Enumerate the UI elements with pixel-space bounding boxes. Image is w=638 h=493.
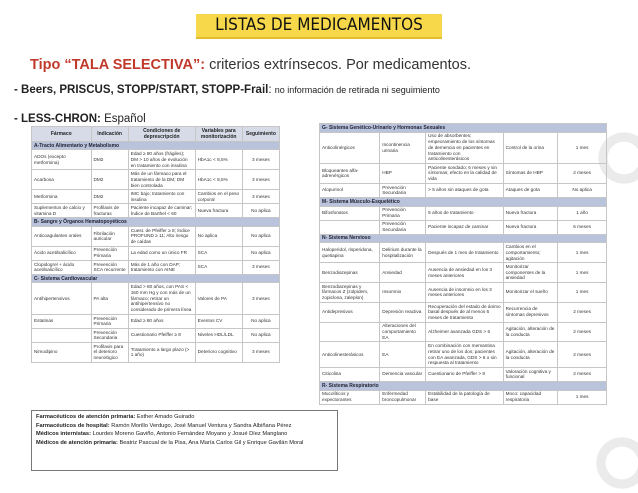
table-cell: Más de un fármaco para el tratamiento de la DM; DM bien controlada: [128, 170, 195, 190]
table-cell: Prevención SCA recurrente: [91, 260, 128, 274]
table-row: [320, 220, 607, 234]
gear-decoration-icon: [592, 433, 638, 493]
criteria-line-less-chron: [14, 113, 146, 125]
table-header-row: [32, 127, 280, 142]
table-cell: Anticoagulantes orales: [32, 226, 92, 246]
table-cell: DM2: [91, 170, 128, 190]
table-cell: Edad ≥ 80 años (frágiles); DM > 10 años de evolución en tratamiento con insulina: [128, 150, 195, 170]
table-cell: Alzheimer avanzada GDS > 6: [426, 322, 503, 342]
table-row: [32, 260, 280, 274]
authors-box: [31, 410, 338, 471]
table-cell: 6 meses: [558, 220, 607, 234]
table-cell: 1 año: [558, 206, 607, 220]
slide-title: LISTAS DE MEDICAMENTOS: [196, 14, 442, 37]
table-cell: EA: [380, 342, 426, 368]
less-chron-table-left: [31, 126, 280, 363]
table-cell: No aplica: [242, 204, 279, 218]
table-cell: 1 mes: [558, 243, 607, 263]
table-cell: Cuestionario de Pfeiffer > 8: [426, 367, 503, 381]
table-cell: No aplica: [242, 314, 279, 328]
table-cell: Prevención Secundaria: [380, 220, 426, 234]
table-section-row: [320, 234, 607, 243]
table-cell: Haloperidol, risperidona, quetiapina: [320, 243, 380, 263]
table-cell: Prevención Primaria: [91, 314, 128, 328]
table-cell: No aplica: [242, 226, 279, 246]
table-row: [320, 243, 607, 263]
table-cell: No aplica: [242, 328, 279, 342]
table-cell: Suplementos de calcio y vitamina D: [32, 204, 92, 218]
authors-line: [36, 413, 333, 422]
table-cell: [32, 328, 92, 342]
table-cell: Niveles HDL/LDL: [195, 328, 242, 342]
criteria-line-less-chron-rest: Español: [100, 113, 146, 125]
authors-line: [36, 422, 333, 431]
authors-names: Lourdes Moreno Gaviño, Antonio Fernández Moyano y Josué Díez Manglano: [91, 431, 288, 438]
table-row: [320, 163, 607, 183]
table-cell: Agitación, alteración de la conducta: [503, 322, 558, 342]
table-section-title: M- Sistema Músculo-Esquelético: [320, 197, 607, 206]
table-cell: 2 meses: [558, 322, 607, 342]
table-cell: Profilaxis para el deterioro neurológico: [91, 342, 128, 362]
table-section-title: A-Tracto Alimentario y Metabolismo: [32, 141, 280, 150]
table-cell: Antihipertensivos: [32, 283, 92, 314]
subtitle-rest: criterios extrínsecos. Por medicamentos.: [205, 57, 471, 73]
table-cell: PA alta: [91, 283, 128, 314]
deprescription-table-left: [31, 126, 280, 363]
table-cell: Alteraciones del comportamiento EA: [380, 322, 426, 342]
table-cell: Ausencia de insomnio en los 3 meses anteriores: [426, 282, 503, 302]
table-row: [320, 302, 607, 322]
table-cell: Alopurinol: [320, 183, 380, 197]
authors-names: Beatriz Pascual de la Pisa, Ana María Carlos Gil y Enrique Gavilán Moral: [117, 439, 304, 446]
table-cell: Valores de PA: [195, 283, 242, 314]
table-section-title: B- Sangre y Órganos Hematopoyéticos: [32, 218, 280, 227]
less-chron-table-right: [319, 123, 607, 405]
table-cell: Metformina: [32, 190, 92, 204]
table-cell: SCA: [195, 260, 242, 274]
table-cell: Demencia vascular: [380, 367, 426, 381]
table-cell: 2 meses: [558, 367, 607, 381]
table-cell: HbA1c < 8,5%: [195, 170, 242, 190]
authors-role: Farmacéuticos de hospital:: [36, 422, 110, 429]
table-row: [32, 342, 280, 362]
table-cell: Nueva fractura: [503, 220, 558, 234]
table-cell: Ataques de gota: [503, 183, 558, 197]
table-row: [320, 206, 607, 220]
authors-names: Esther Amado Guirado: [135, 414, 195, 420]
table-cell: 2 meses: [558, 302, 607, 322]
table-cell: Mucolíticos y expectorantes: [320, 390, 380, 404]
criteria-line-less-chron-bold: - LESS-CHRON:: [14, 113, 101, 125]
table-cell: Benzodiazepinas y fármacos Z (zolpidem, zopiclona, zaleplon): [320, 282, 380, 302]
table-cell: 3 meses: [242, 342, 279, 362]
table-cell: DM2: [91, 190, 128, 204]
table-cell: Estatinas: [32, 314, 92, 328]
table-cell: Enfermedad broncopulmonar: [380, 390, 426, 404]
table-cell: Estabilidad de la patología de base: [426, 390, 503, 404]
table-cell: 3 meses: [242, 283, 279, 314]
authors-names: Ramón Morillo Verdugo, José Manuel Ventura y Sandra Albiñana Pérez: [109, 422, 292, 429]
table-row: [32, 150, 280, 170]
table-cell: Edad ≥ 80 años: [128, 314, 195, 328]
table-cell: Monitorizar componentes de la ansiedad: [503, 263, 558, 283]
table-cell: Insomnio: [380, 282, 426, 302]
table-cell: Edad > 80 años, con PAS < 160 mm Hg y con más de un fármaco; retirar un antihipertensivo no considerado de primera línea: [128, 283, 195, 314]
authors-role: Farmacéuticos de atención primaria:: [36, 414, 136, 420]
table-cell: Deterioro cognitivo: [195, 342, 242, 362]
authors-role: Médicos internistas:: [36, 431, 91, 438]
table-header-cell: Condiciones de deprescripción: [128, 127, 195, 142]
table-cell: No aplica: [242, 246, 279, 260]
table-cell: Anticolinesterásicos: [320, 342, 380, 368]
table-section-row: [32, 218, 280, 227]
table-cell: Benzodiazepinas: [320, 263, 380, 283]
table-section-title: R- Sistema Respiratorio: [320, 381, 607, 390]
table-cell: Eventos CV: [195, 314, 242, 328]
table-cell: Prevención Secundaria: [380, 183, 426, 197]
table-cell: HBP: [380, 163, 426, 183]
table-row: [32, 170, 280, 190]
table-cell: 3 meses: [242, 190, 279, 204]
table-cell: 5 años de tratamiento: [426, 206, 503, 220]
table-cell: 1 mes: [558, 132, 607, 163]
table-cell: No aplica: [195, 226, 242, 246]
table-header-cell: Variables para monitorización: [195, 127, 242, 142]
table-cell: 3 meses: [242, 170, 279, 190]
table-cell: 1 mes: [558, 263, 607, 283]
authors-line: [36, 430, 333, 439]
table-row: [320, 367, 607, 381]
table-cell: Cuest. de Pfeiffer ≥ 8; Índice PROFUND ≥ 11; Alto riesgo de caídas: [128, 226, 195, 246]
table-cell: HbA1c < 8,5%: [195, 150, 242, 170]
table-cell: 2 meses: [558, 342, 607, 368]
table-cell: 3 meses: [242, 260, 279, 274]
table-row: [320, 282, 607, 302]
table-cell: Agitación, alteración de la conducta: [503, 342, 558, 368]
table-cell: [320, 322, 380, 342]
table-cell: 1 mes: [558, 282, 607, 302]
table-row: [320, 342, 607, 368]
table-cell: Cambios en el comportamiento; agitación: [503, 243, 558, 263]
table-cell: Citicolina: [320, 367, 380, 381]
table-row: [32, 283, 280, 314]
table-section-row: [320, 197, 607, 206]
table-cell: ADOs (excepto metformina): [32, 150, 92, 170]
table-cell: Nueva fractura: [503, 206, 558, 220]
table-row: [32, 190, 280, 204]
table-cell: Paciente incapaz de caminar; Índice de Barthel < 60: [128, 204, 195, 218]
table-cell: Incontinencia urinaria: [380, 132, 426, 163]
table-cell: Bloqueantes alfa-adrenérgicos: [320, 163, 380, 183]
table-cell: Uso de absorbentes; empeoramiento de los síntomas de demencia en pacientes en tratamiento con anticolinesterásicos: [426, 132, 503, 163]
table-row: [320, 183, 607, 197]
table-section-title: G- Sistema Genético-Urinario y Hormonas Sexuales: [320, 124, 607, 133]
table-cell: Cuestionario Pfeiffer ≥ 8: [128, 328, 195, 342]
table-cell: SCA: [195, 246, 242, 260]
table-cell: Cambios en el peso corporal: [195, 190, 242, 204]
table-cell: Anticolinérgicos: [320, 132, 380, 163]
table-row: [32, 314, 280, 328]
deprescription-table-right: [319, 123, 607, 405]
slide-subtitle: [30, 57, 471, 73]
table-cell: Valoración cognitiva y funcional: [503, 367, 558, 381]
table-cell: Moco: capacidad respiratoria: [503, 390, 558, 404]
table-cell: Después de 1 mes de tratamiento: [426, 243, 503, 263]
table-cell: Delirium durante la hospitalización: [380, 243, 426, 263]
table-header-cell: Indicación: [91, 127, 128, 142]
table-cell: En combinación con memantina retirar uno de los dos; pacientes con EA avanzada, GDS > 6 o sin respuesta al tratamiento: [426, 342, 503, 368]
table-section-row: [320, 124, 607, 133]
criteria-line-beers: [14, 84, 440, 96]
table-cell: Monitorizar el sueño: [503, 282, 558, 302]
table-row: [320, 390, 607, 404]
table-cell: Antidepresivos: [320, 302, 380, 322]
criteria-line-beers-note: no información de retirada ni seguimiento: [274, 85, 440, 95]
table-cell: 1 mes: [558, 390, 607, 404]
table-cell: Paciente incapaz de caminar: [426, 220, 503, 234]
table-cell: Prevención Secundaria: [91, 328, 128, 342]
table-cell: Profilaxis de fracturas: [91, 204, 128, 218]
table-cell: Ansiedad: [380, 263, 426, 283]
table-row: [320, 263, 607, 283]
table-cell: Tratamiento a largo plazo (> 1 año): [128, 342, 195, 362]
table-header-cell: Seguimiento: [242, 127, 279, 142]
table-section-title: C- Sistema Cardiovascular: [32, 274, 280, 283]
table-cell: Paciente sondado; 6 meses y sin síntomas; efecto en la calidad de vida: [426, 163, 503, 183]
table-cell: Prevención Primaria: [91, 246, 128, 260]
table-row: [320, 322, 607, 342]
table-row: [32, 226, 280, 246]
table-cell: DM2: [91, 150, 128, 170]
criteria-line-beers-sep: :: [268, 84, 275, 96]
table-cell: > 5 años sin ataques de gota: [426, 183, 503, 197]
table-cell: Nueva fractura: [195, 204, 242, 218]
table-cell: Depresión reactiva: [380, 302, 426, 322]
table-cell: Más de 1 año con DAP; tratamiento con AINE: [128, 260, 195, 274]
table-section-row: [320, 381, 607, 390]
criteria-line-beers-bold: - Beers, PRISCUS, STOPP/START, STOPP-Frail: [14, 84, 269, 96]
table-row: [32, 204, 280, 218]
table-cell: Recurrencia de síntomas depresivos: [503, 302, 558, 322]
table-cell: 2 meses: [558, 163, 607, 183]
table-cell: [320, 220, 380, 234]
table-cell: Bifosfonatos: [320, 206, 380, 220]
table-cell: Ausencia de ansiedad en los 3 meses anteriores: [426, 263, 503, 283]
table-section-row: [32, 274, 280, 283]
table-row: [320, 132, 607, 163]
table-section-row: [32, 141, 280, 150]
table-cell: Ácido acetilsalicílico: [32, 246, 92, 260]
table-cell: IMC bajo; tratamiento con insulina: [128, 190, 195, 204]
table-header-cell: Fármaco: [32, 127, 92, 142]
table-section-title: N- Sistema Nervioso: [320, 234, 607, 243]
table-cell: Fibrilación auricular: [91, 226, 128, 246]
table-cell: Control de la orina: [503, 132, 558, 163]
table-cell: La edad como un único FR: [128, 246, 195, 260]
table-cell: Prevención Primaria: [380, 206, 426, 220]
table-cell: Recuperación del estado de ánimo basal después de al menos 6 meses de tratamiento: [426, 302, 503, 322]
table-row: [32, 246, 280, 260]
subtitle-highlight: Tipo “TALA SELECTIVA”:: [30, 57, 206, 73]
table-cell: Nimodipino: [32, 342, 92, 362]
table-cell: Clopidogrel + ácido acetilsalicílico: [32, 260, 92, 274]
table-row: [32, 328, 280, 342]
table-cell: Acarbosa: [32, 170, 92, 190]
table-cell: 3 meses: [242, 150, 279, 170]
table-cell: Síntomas de HBP: [503, 163, 558, 183]
table-cell: No aplica: [558, 183, 607, 197]
authors-line: [36, 439, 333, 448]
authors-role: Médicos de atención primaria:: [36, 439, 118, 446]
